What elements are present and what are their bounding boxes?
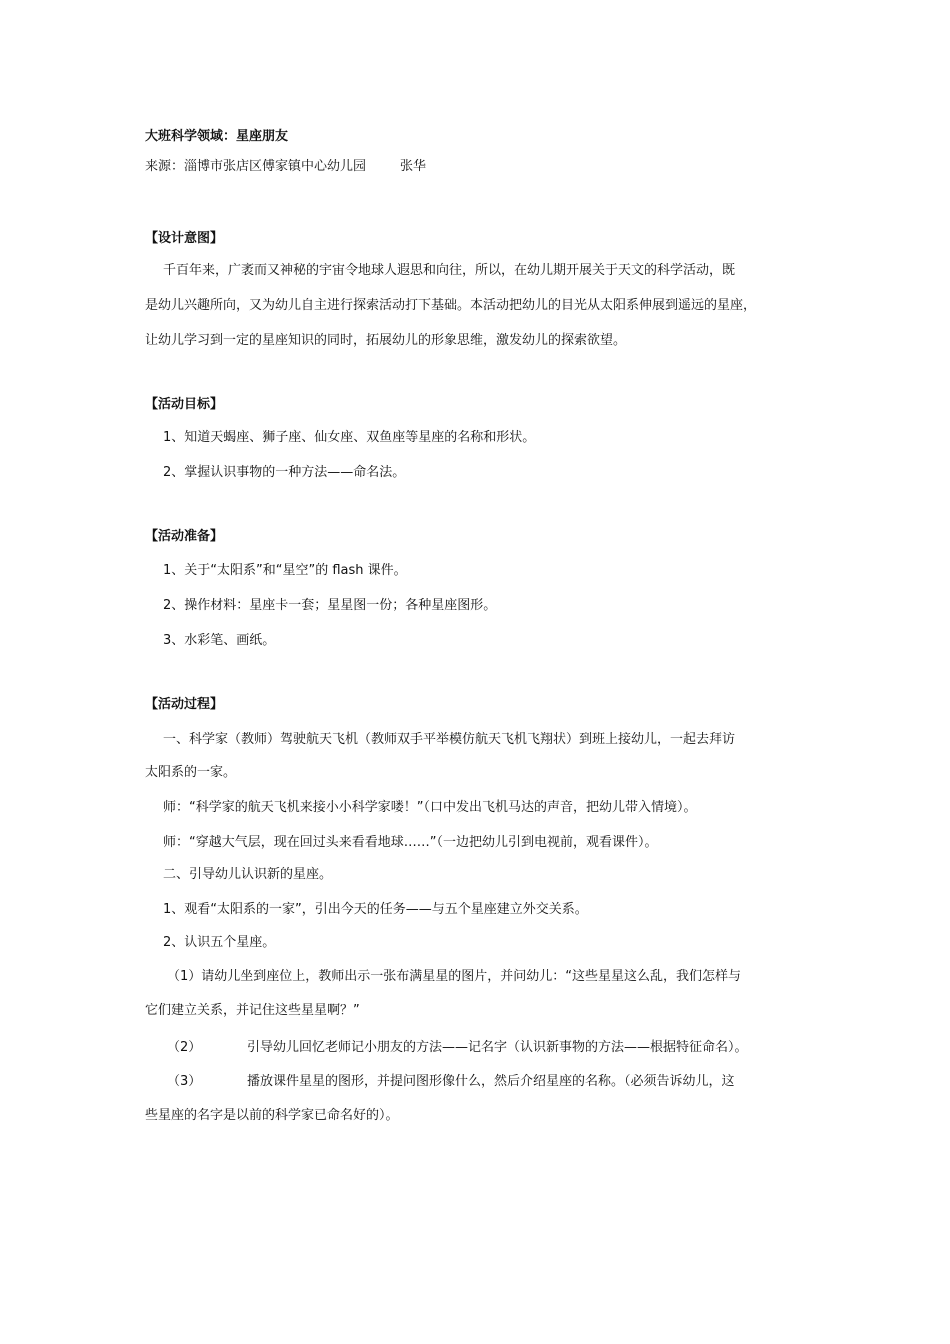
heading-process: 【活动过程】	[145, 697, 224, 712]
item-text: 播放课件星星的图形，并提问图形像什么，然后介绍星座的名称。（必须告诉幼儿，这	[247, 1074, 735, 1089]
design-paragraph-line: 让幼儿学习到一定的星座知识的同时，拓展幼儿的形象思维，激发幼儿的探索欲望。	[145, 333, 627, 348]
process-line: 师：“穿越大气层，现在回过头来看看地球……”（一边把幼儿引到电视前，观看课件）。	[163, 835, 658, 850]
doc-author: 张华	[400, 159, 427, 174]
process-item-2	[167, 1039, 748, 1057]
item-number: （2）	[167, 1040, 202, 1055]
prep-item: 1、关于“太阳系”和“星空”的 flash 课件。	[163, 563, 407, 578]
goal-item: 2、掌握认识事物的一种方法——命名法。	[163, 465, 406, 480]
design-paragraph-line: 是幼儿兴趣所向，又为幼儿自主进行探索活动打下基础。本活动把幼儿的目光从太阳系伸展到遥远的星座，	[145, 298, 757, 313]
heading-design: 【设计意图】	[145, 231, 224, 246]
doc-source: 来源：淄博市张店区傅家镇中心幼儿园	[145, 159, 367, 174]
process-line: 些星座的名字是以前的科学家已命名好的）。	[145, 1108, 399, 1123]
doc-title: 大班科学领域：星座朋友	[145, 129, 289, 144]
item-number: （3）	[167, 1074, 202, 1089]
prep-item: 3、水彩笔、画纸。	[163, 633, 276, 648]
goal-item: 1、知道天蝎座、狮子座、仙女座、双鱼座等星座的名称和形状。	[163, 430, 536, 445]
item-text: 引导幼儿回忆老师记小朋友的方法——记名字（认识新事物的方法——根据特征命名）。	[247, 1040, 748, 1055]
process-line: 一、科学家（教师）驾驶航天飞机（教师双手平举模仿航天飞机飞翔状）到班上接幼儿，一起去拜访	[163, 732, 736, 747]
process-line: 太阳系的一家。	[145, 765, 237, 780]
heading-prep: 【活动准备】	[145, 529, 224, 544]
prep-item: 2、操作材料：星座卡一套；星星图一份；各种星座图形。	[163, 598, 497, 613]
process-item-3	[167, 1073, 735, 1091]
process-line: 师：“科学家的航天飞机来接小小科学家喽！”（口中发出飞机马达的声音，把幼儿带入情境）。	[163, 800, 697, 815]
heading-goals: 【活动目标】	[145, 397, 224, 412]
process-line: 二、引导幼儿认识新的星座。	[163, 867, 333, 882]
process-line: 它们建立关系，并记住这些星星啊？”	[145, 1003, 360, 1018]
process-line: （1）请幼儿坐到座位上，教师出示一张布满星星的图片，并问幼儿：“这些星星这么乱，我们怎样与	[167, 969, 742, 984]
process-line: 1、观看“太阳系的一家”，引出今天的任务——与五个星座建立外交关系。	[163, 902, 588, 917]
doc-source-line	[145, 158, 426, 176]
process-line: 2、认识五个星座。	[163, 935, 276, 950]
design-paragraph-line: 千百年来，广袤而又神秘的宇宙令地球人遐思和向往，所以，在幼儿期开展关于天文的科学活动，既	[163, 263, 736, 278]
